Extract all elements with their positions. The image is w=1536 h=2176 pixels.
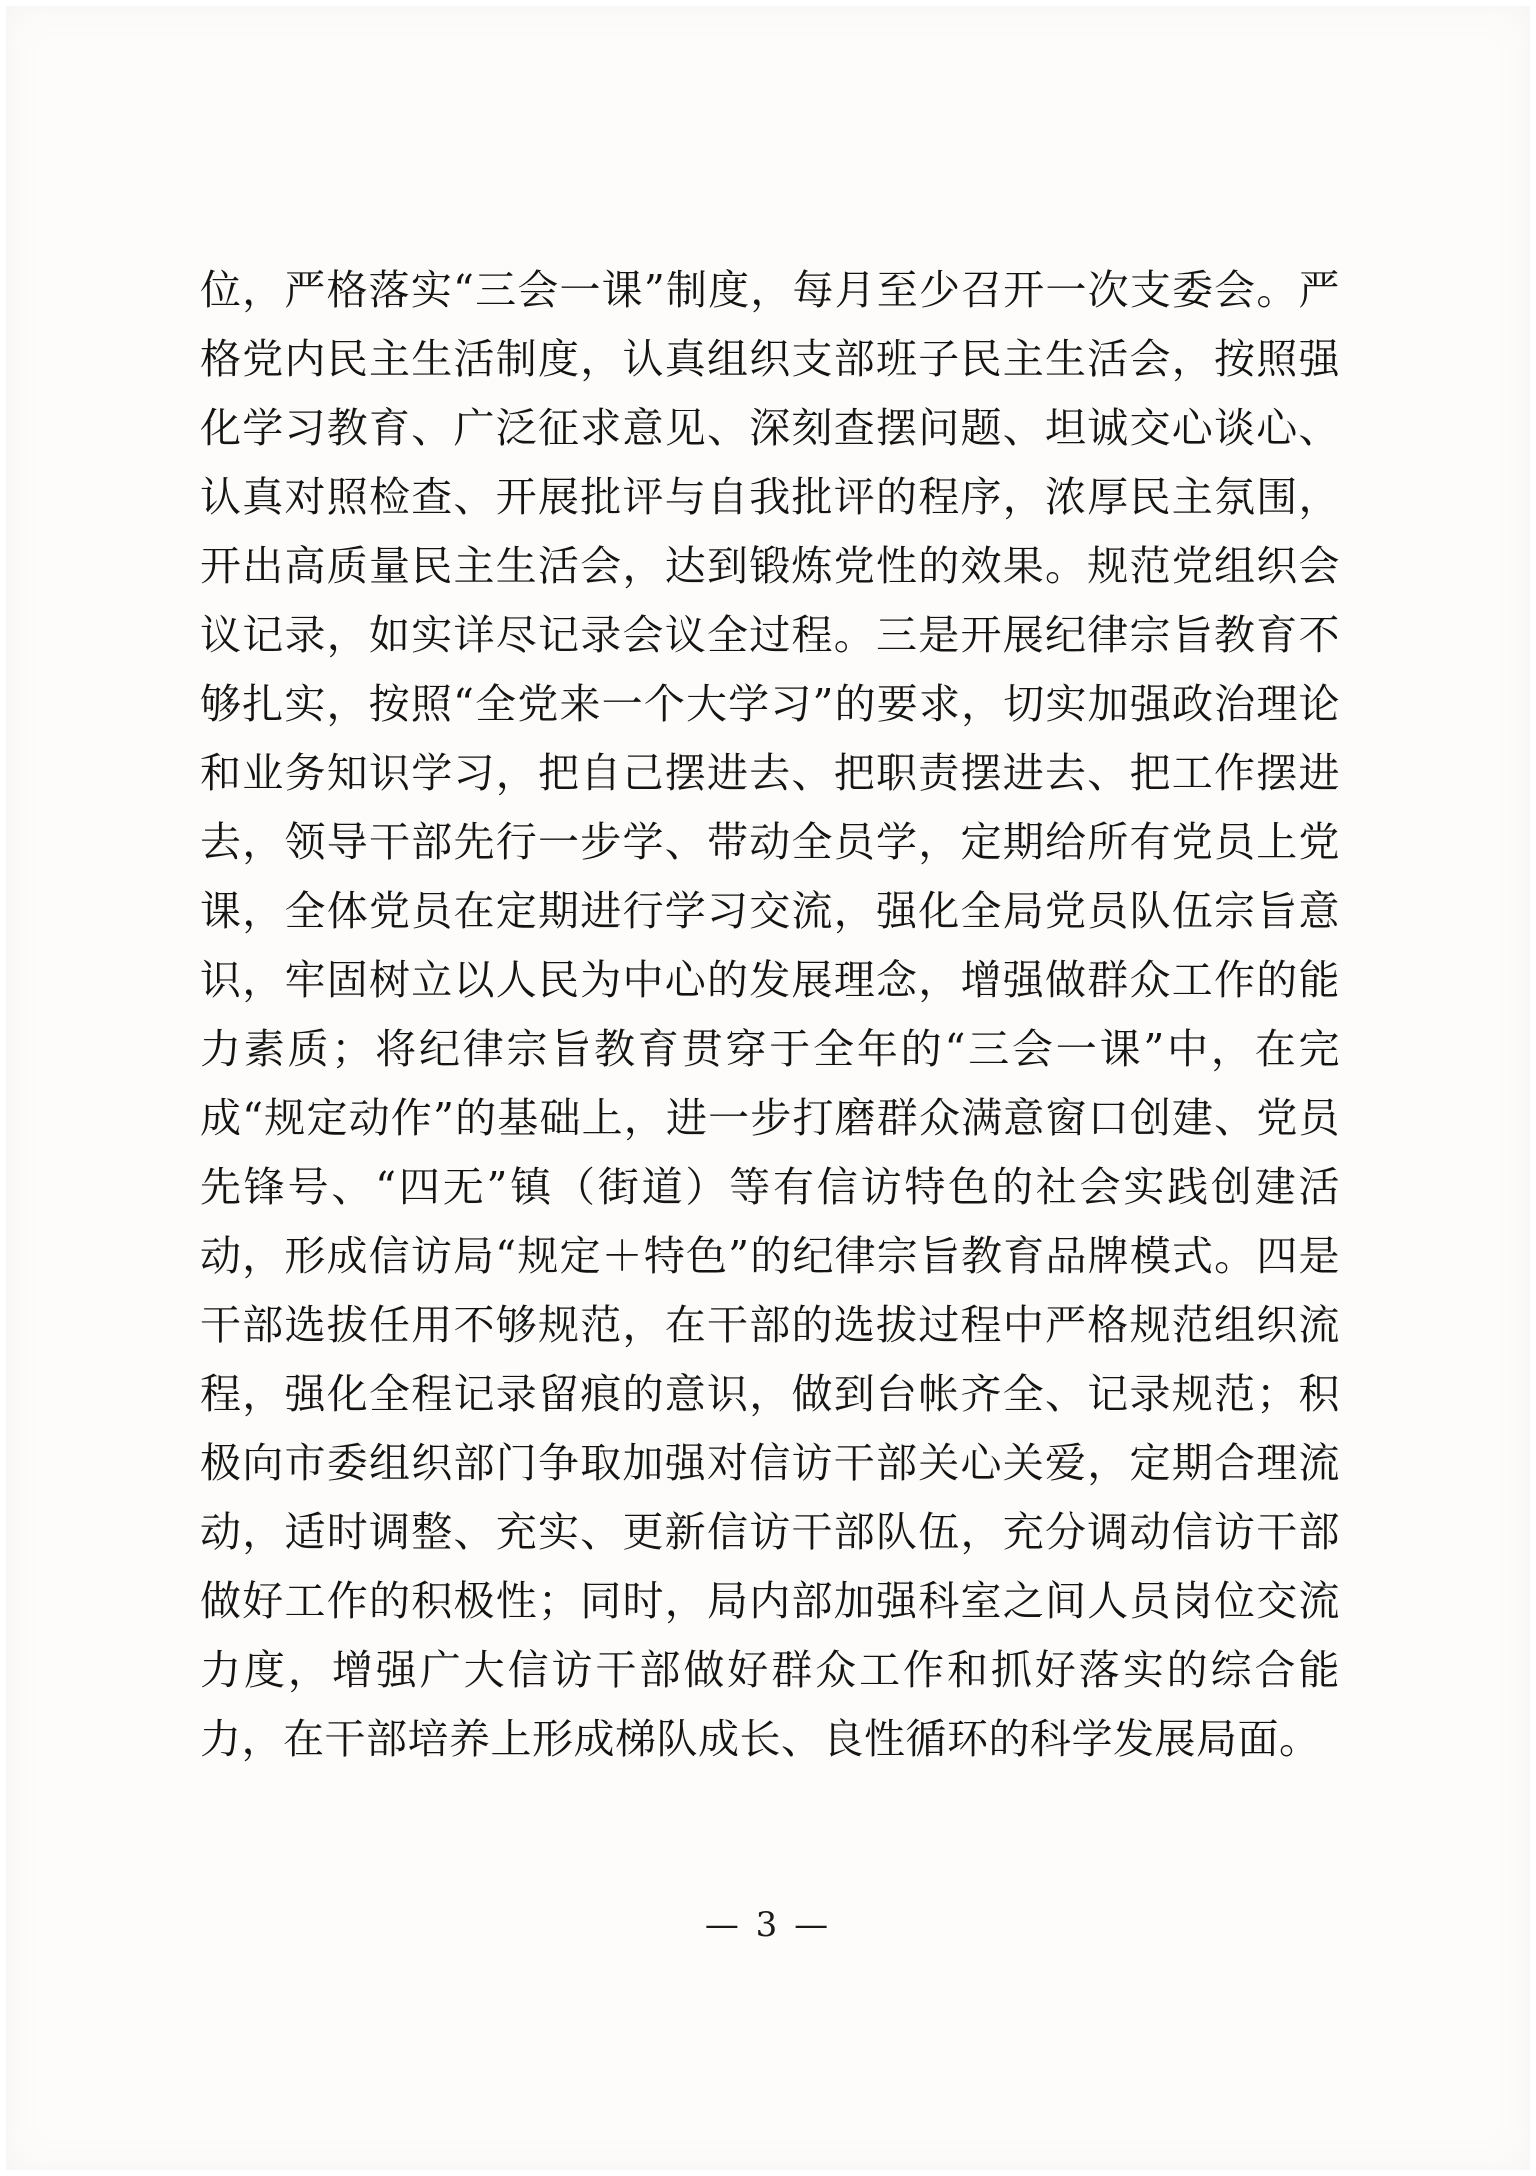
page-number: — 3 — (704, 1905, 832, 1945)
body-paragraph: 位，严格落实“三会一课”制度，每月至少召开一次支委会。严格党内民主生活制度，认真组织支部班子民主生活会，按照强化学习教育、广泛征求意见、深刻查摆问题、坦诚交心谈心、认真对照检查、开展批评与自我批评的程序，浓厚民主氛围，开出高质量民主生活会，达到锻炼党性的效果。规范党组织会议记录，如实详尽记录会议全过程。三是开展纪律宗旨教育不够扎实，按照“全党来一个大学习”的要求，切实加强政治理论和业务知识学习，把自己摆进去、把职责摆进去、把工作摆进去，领导干部先行一步学、带动全员学，定期给所有党员上党课，全体党员在定期进行学习交流，强化全局党员队伍宗旨意识，牢固树立以人民为中心的发展理念，增强做群众工作的能力素质；将纪律宗旨教育贯穿于全年的“三会一课”中，在完成“规定动作”的基础上，进一步打磨群众满意窗口创建、党员先锋号、“四无”镇（街道）等有信访特色的社会实践创建活动，形成信访局“规定＋特色”的纪律宗旨教育品牌模式。四是干部选拔任用不够规范，在干部的选拔过程中严格规范组织流程，强化全程记录留痕的意识，做到台帐齐全、记录规范；积极向市委组织部门争取加强对信访干部关心关爱，定期合理流动，适时调整、充实、更新信访干部队伍，充分调动信访干部做好工作的积极性；同时，局内部加强科室之间人员岗位交流力度，增强广大信访干部做好群众工作和抓好落实的综合能力，在干部培养上形成梯队成长、良性循环的科学发展局面。 (200, 266, 1340, 1763)
page-footer (0, 1905, 1536, 1945)
document-body (200, 215, 1340, 1815)
